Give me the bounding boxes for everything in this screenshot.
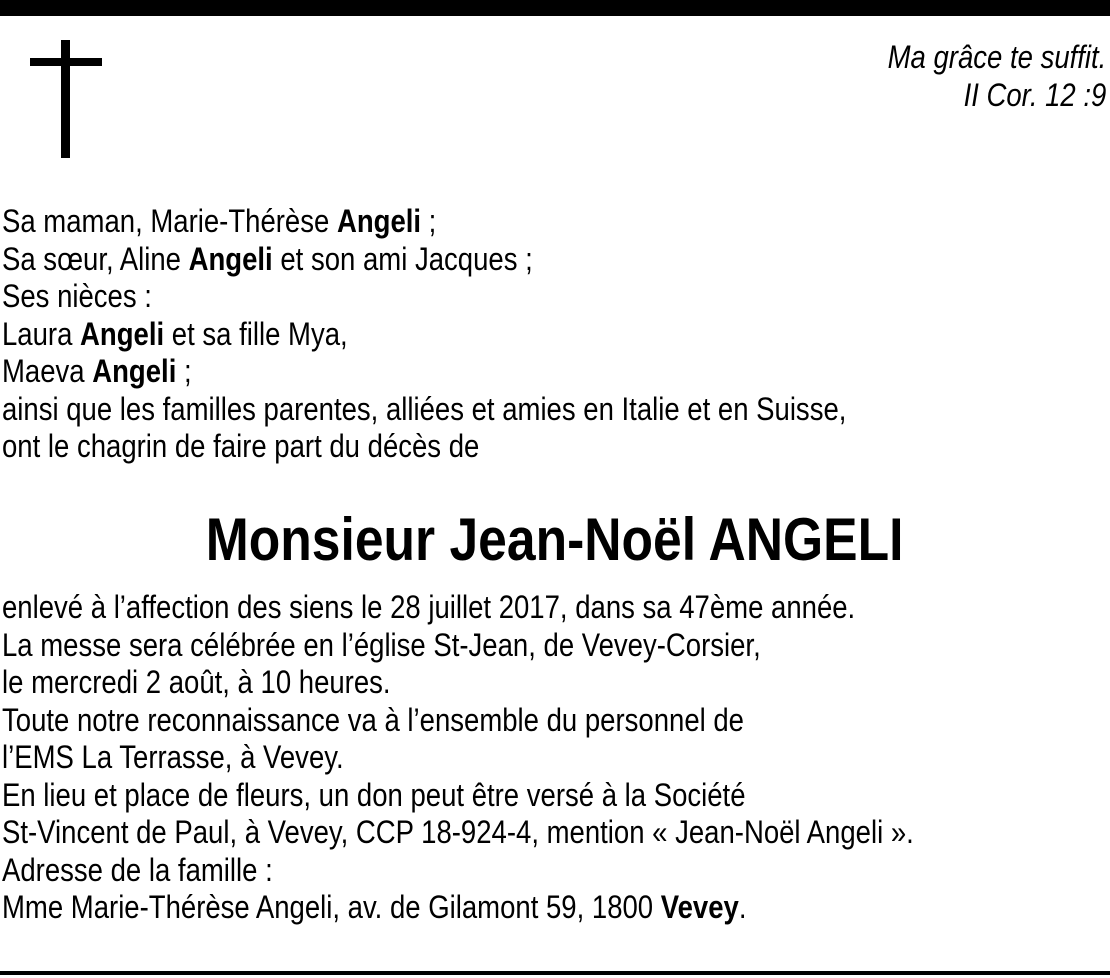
family-address: Mme Marie-Thérèse Angeli, av. de Gilamont 59, 1800 Vevey. — [2, 889, 747, 925]
bottom-rule — [0, 971, 1110, 975]
detail-line-donation: En lieu et place de fleurs, un don peut être versé à la Société — [2, 776, 746, 813]
family-mother: Sa maman, Marie-Thérèse Angeli ; — [2, 203, 437, 239]
verse-text: Ma grâce te suffit. — [887, 39, 1106, 75]
family-sister: Sa sœur, Aline Angeli et son ami Jacques ; — [2, 240, 533, 277]
deceased-name: Monsieur Jean-Noël ANGELI — [206, 506, 904, 573]
detail-line-mass: La messe sera célébrée en l’église St-Jean, de Vevey-Corsier, — [2, 626, 761, 663]
family-relatives: ainsi que les familles parentes, alliées et amies en Italie et en Suisse, — [2, 390, 847, 427]
bible-verse — [887, 38, 1106, 114]
detail-line-date: le mercredi 2 août, à 10 heures. — [2, 664, 391, 700]
detail-line-address-label: Adresse de la famille : — [2, 851, 273, 888]
detail-line-ccp: St-Vincent de Paul, à Vevey, CCP 18-924-4, mention « Jean-Noël Angeli ». — [2, 814, 914, 850]
cross-icon — [30, 40, 102, 158]
announcement-text: ont le chagrin de faire part du décès de — [2, 428, 480, 464]
family-nieces-intro: Ses nièces : — [2, 278, 152, 314]
family-niece-maeva: Maeva Angeli ; — [2, 353, 192, 389]
verse-reference: II Cor. 12 :9 — [963, 77, 1106, 113]
obituary-details — [2, 589, 1068, 927]
detail-line-death: enlevé à l’affection des siens le 28 juillet 2017, dans sa 47ème année. — [2, 589, 856, 625]
family-niece-laura: Laura Angeli et sa fille Mya, — [2, 315, 348, 352]
detail-line-thanks: Toute notre reconnaissance va à l’ensemble du personnel de — [2, 701, 744, 738]
top-rule — [0, 0, 1110, 16]
detail-line-ems: l’EMS La Terrasse, à Vevey. — [2, 739, 344, 775]
family-list — [2, 203, 1068, 466]
